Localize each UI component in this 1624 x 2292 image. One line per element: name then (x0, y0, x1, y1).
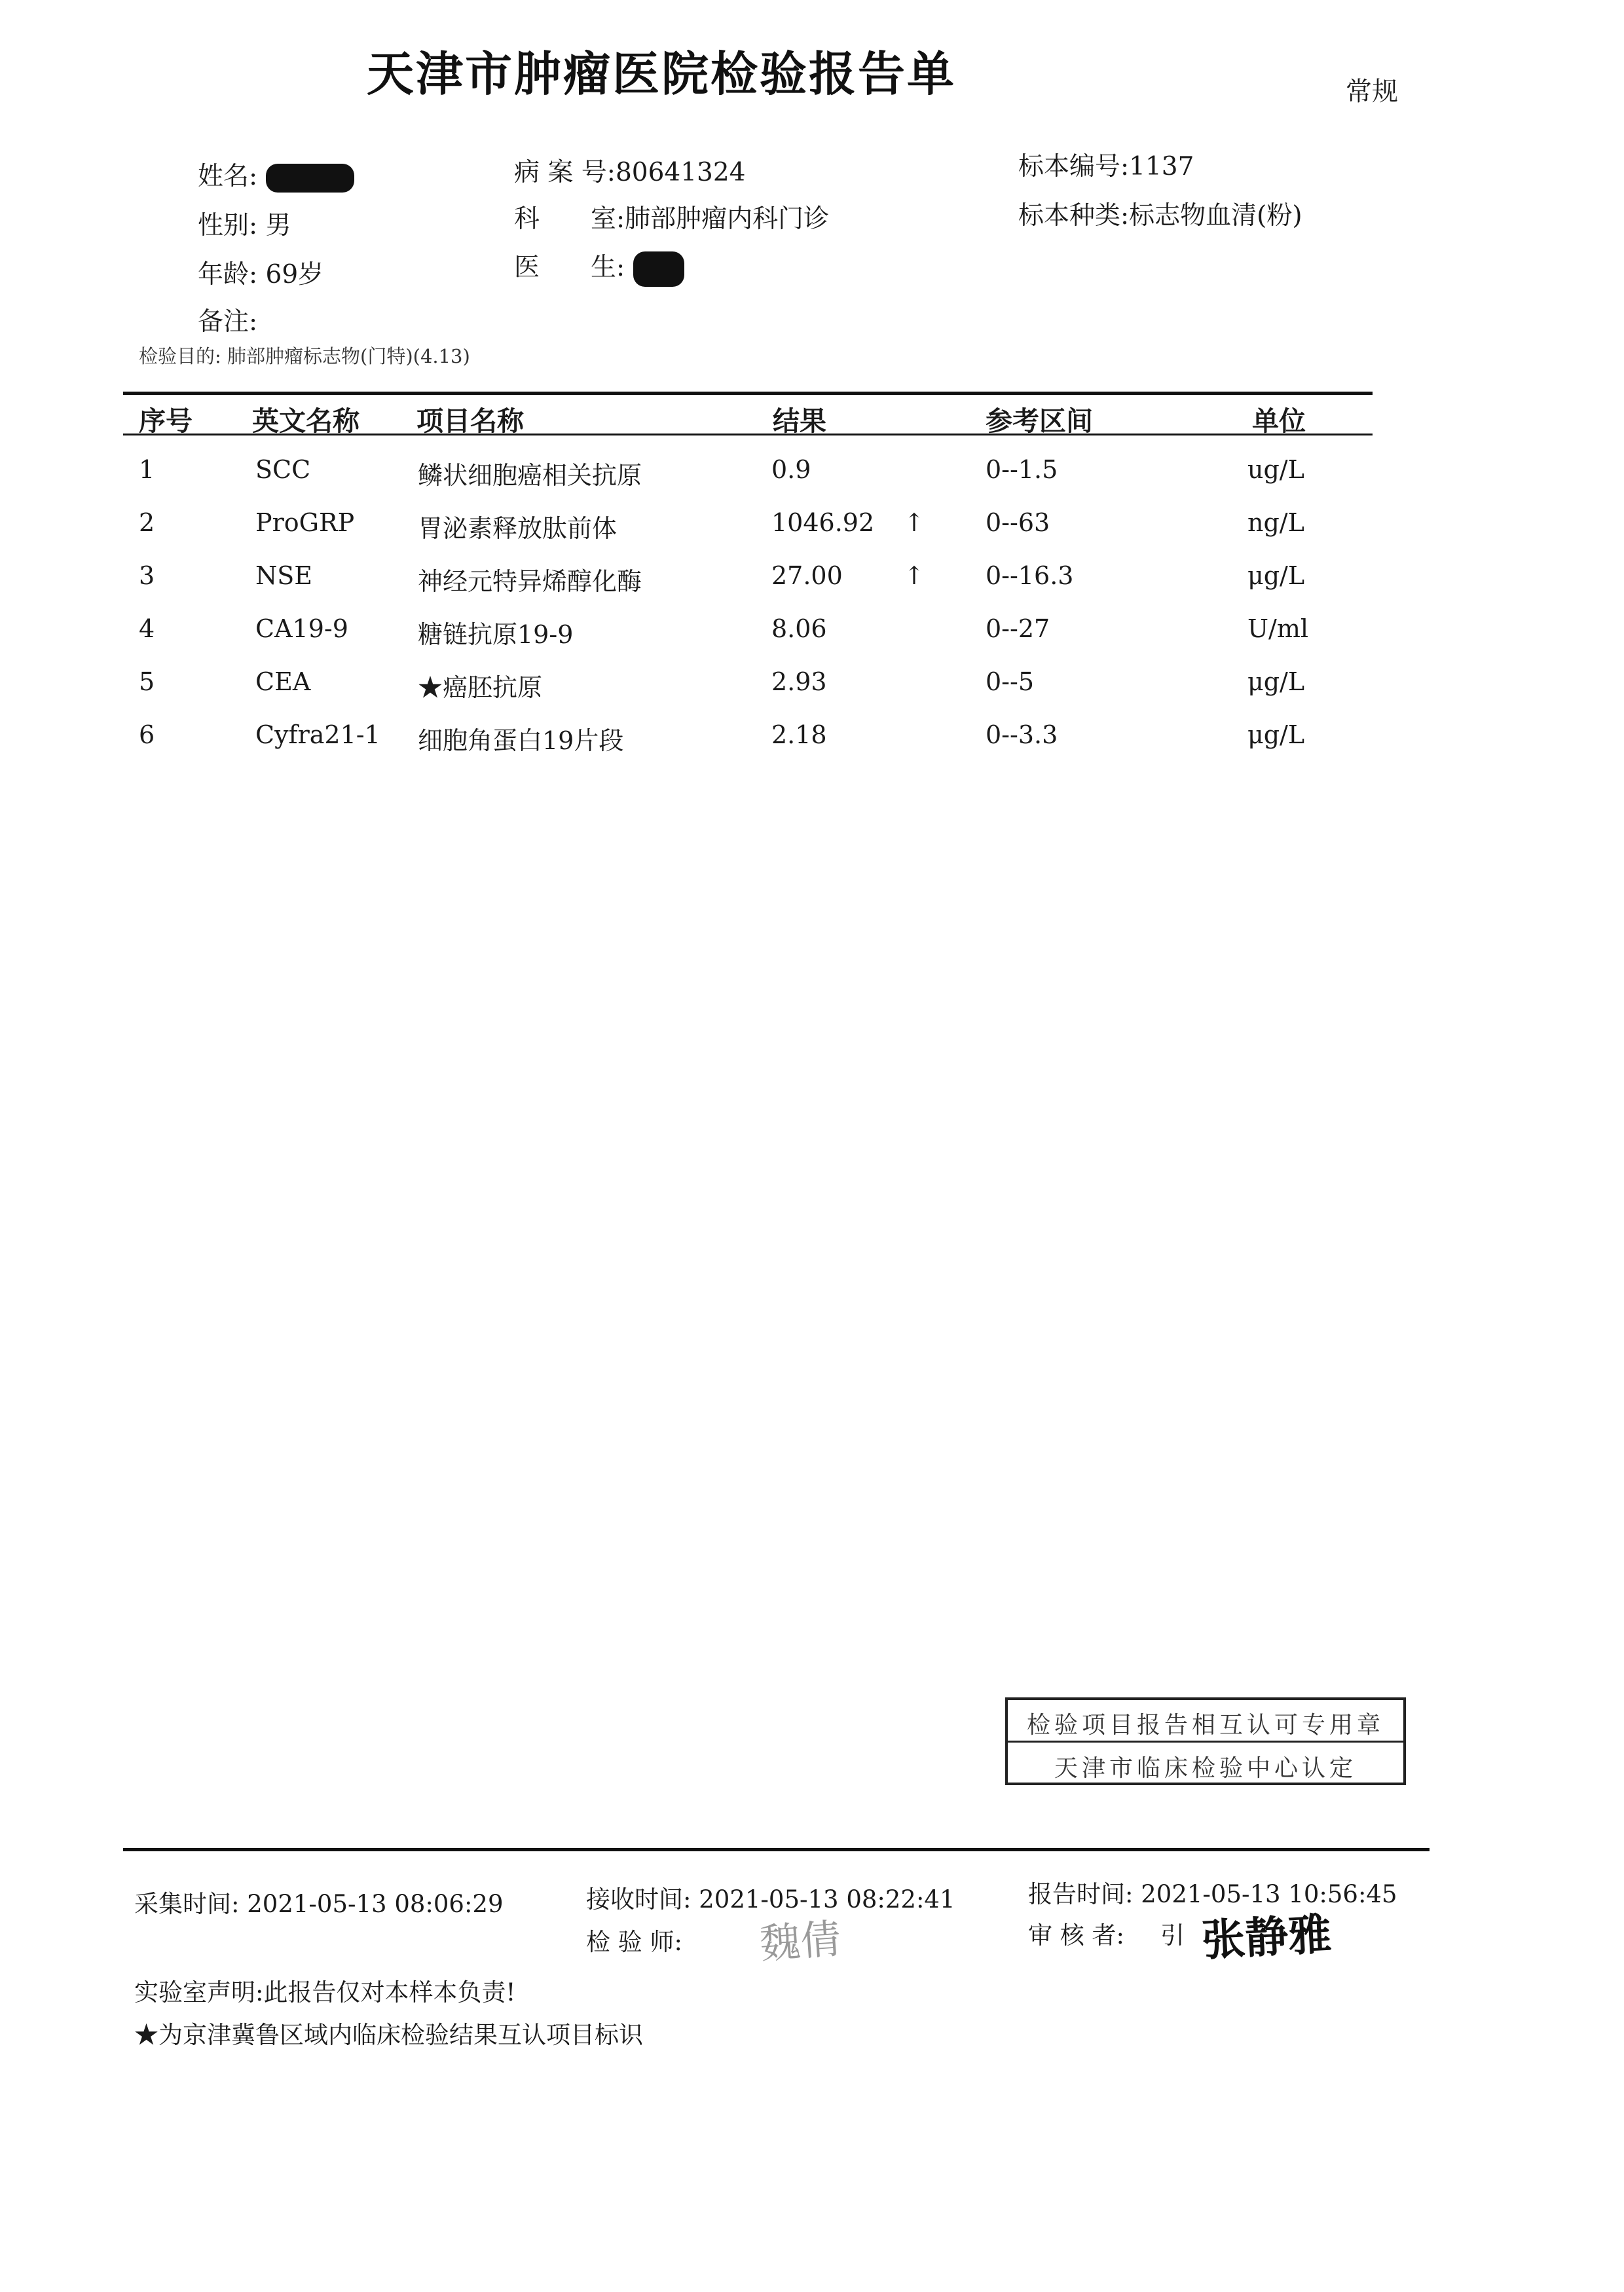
redacted-doctor-name (633, 251, 684, 287)
patient-age: 69岁 (265, 260, 324, 289)
report-time-row (1028, 1874, 1397, 1910)
item-name: 细胞角蛋白19片段 (418, 726, 624, 755)
patient-gender: 男 (265, 211, 291, 240)
department-label: 科 室: (514, 204, 625, 234)
row-number: 1 (139, 455, 155, 484)
redacted-patient-name (266, 164, 354, 193)
stamp-line-1: 检验项目报告相互认可专用章 (1026, 1712, 1384, 1739)
doctor-label: 医 生: (514, 253, 625, 282)
collection-time-label: 采集时间: (134, 1890, 240, 1918)
report-title: 天津市肿瘤医院检验报告单 (367, 46, 957, 102)
result-value: 8.06 (771, 614, 827, 643)
remark-label: 备注: (198, 307, 258, 337)
col-header-no: 序号 (139, 405, 193, 437)
reviewer-signature: 张静雅 (1200, 1908, 1333, 1967)
sample-type-row (1018, 195, 1302, 232)
result-value: 2.18 (771, 720, 827, 749)
row-number: 5 (139, 667, 155, 696)
collection-time: 2021-05-13 08:06:29 (247, 1890, 504, 1918)
sample-type: 标志物血清(粉) (1129, 201, 1302, 231)
reference-range: 0--63 (986, 508, 1050, 537)
item-name: 糖链抗原19-9 (418, 620, 574, 649)
mutual-recognition-note: ★为京津冀鲁区域内临床检验结果互认项目标识 (134, 2021, 643, 2049)
abnormal-flag: ↑ (904, 561, 925, 590)
english-name: CEA (255, 667, 311, 696)
sample-number-row (1018, 146, 1194, 183)
reference-range: 0--1.5 (986, 455, 1058, 484)
tester-signature: 魏倩 (758, 1914, 843, 1969)
unit: μg/L (1247, 561, 1305, 590)
report-category: 常规 (1346, 77, 1398, 107)
table-top-rule (123, 392, 1373, 395)
row-number: 2 (139, 508, 155, 537)
sample-type-label: 标本种类: (1018, 201, 1130, 231)
record-number: 80641324 (615, 158, 746, 187)
col-header-item-name: 项目名称 (416, 405, 524, 437)
record-number-label: 病 案 号: (514, 158, 616, 187)
stamp-divider (1008, 1741, 1403, 1743)
reference-range: 0--27 (986, 614, 1050, 643)
patient-name-label: 姓名: (198, 162, 258, 191)
table-row (0, 667, 1624, 707)
receive-time-row (586, 1879, 955, 1915)
test-purpose-label: 检验目的: (139, 345, 221, 367)
report-time: 2021-05-13 10:56:45 (1141, 1880, 1397, 1908)
col-header-reference: 参考区间 (986, 405, 1093, 437)
stamp-line-2: 天津市临床检验中心认定 (1054, 1755, 1357, 1782)
english-name: CA19-9 (255, 614, 348, 643)
item-name: 神经元特异烯醇化酶 (418, 567, 642, 596)
reviewer-label: 审 核 者: (1028, 1921, 1124, 1950)
receive-time: 2021-05-13 08:22:41 (699, 1885, 955, 1913)
english-name: NSE (255, 561, 313, 590)
lab-statement: 实验室声明:此报告仅对本样本负责! (134, 1978, 516, 2006)
item-name: 鳞状细胞癌相关抗原 (418, 461, 642, 490)
item-name: 胃泌素释放肽前体 (418, 514, 618, 543)
reference-range: 0--16.3 (986, 561, 1074, 590)
department-row (514, 198, 829, 235)
certification-stamp (1005, 1697, 1406, 1785)
english-name: SCC (255, 455, 311, 484)
report-time-label: 报告时间: (1028, 1880, 1134, 1908)
reference-range: 0--5 (986, 667, 1035, 696)
patient-age-row (198, 254, 323, 291)
sample-number: 1137 (1129, 152, 1194, 181)
col-header-unit: 单位 (1252, 405, 1306, 437)
sample-number-label: 标本编号: (1018, 152, 1130, 181)
unit: ug/L (1247, 455, 1304, 484)
doctor-row (514, 247, 684, 287)
result-value: 2.93 (771, 667, 827, 696)
result-value: 27.00 (771, 561, 843, 590)
unit: μg/L (1247, 720, 1305, 749)
collection-time-row (134, 1884, 504, 1919)
col-header-english-name: 英文名称 (252, 405, 360, 437)
patient-name-row (198, 156, 354, 193)
english-name: Cyfra21-1 (255, 720, 380, 749)
col-header-result: 结果 (773, 405, 826, 437)
footer-rule (123, 1848, 1430, 1851)
unit: μg/L (1247, 667, 1305, 696)
tester-label: 检 验 师: (586, 1928, 682, 1956)
table-row (0, 561, 1624, 601)
table-row (0, 720, 1624, 760)
record-number-row (514, 152, 745, 189)
english-name: ProGRP (255, 508, 355, 537)
unit: ng/L (1247, 508, 1304, 537)
test-purpose-row (139, 342, 470, 369)
result-value: 0.9 (771, 455, 811, 484)
department: 肺部肿瘤内科门诊 (625, 204, 830, 234)
test-purpose: 肺部肿瘤标志物(门特)(4.13) (227, 345, 470, 367)
patient-gender-row (198, 205, 291, 242)
unit: U/ml (1247, 614, 1309, 643)
result-value: 1046.92 (771, 508, 875, 537)
table-row (0, 508, 1624, 547)
row-number: 4 (139, 614, 155, 643)
item-name: ★癌胚抗原 (418, 673, 543, 702)
receive-time-label: 接收时间: (586, 1885, 692, 1913)
row-number: 6 (139, 720, 155, 749)
patient-age-label: 年龄: (198, 260, 258, 289)
table-row (0, 614, 1624, 654)
patient-gender-label: 性别: (198, 211, 258, 240)
table-row (0, 455, 1624, 494)
reference-range: 0--3.3 (986, 720, 1058, 749)
abnormal-flag: ↑ (904, 508, 925, 537)
row-number: 3 (139, 561, 155, 590)
reviewer-mark: 引 (1160, 1921, 1185, 1950)
